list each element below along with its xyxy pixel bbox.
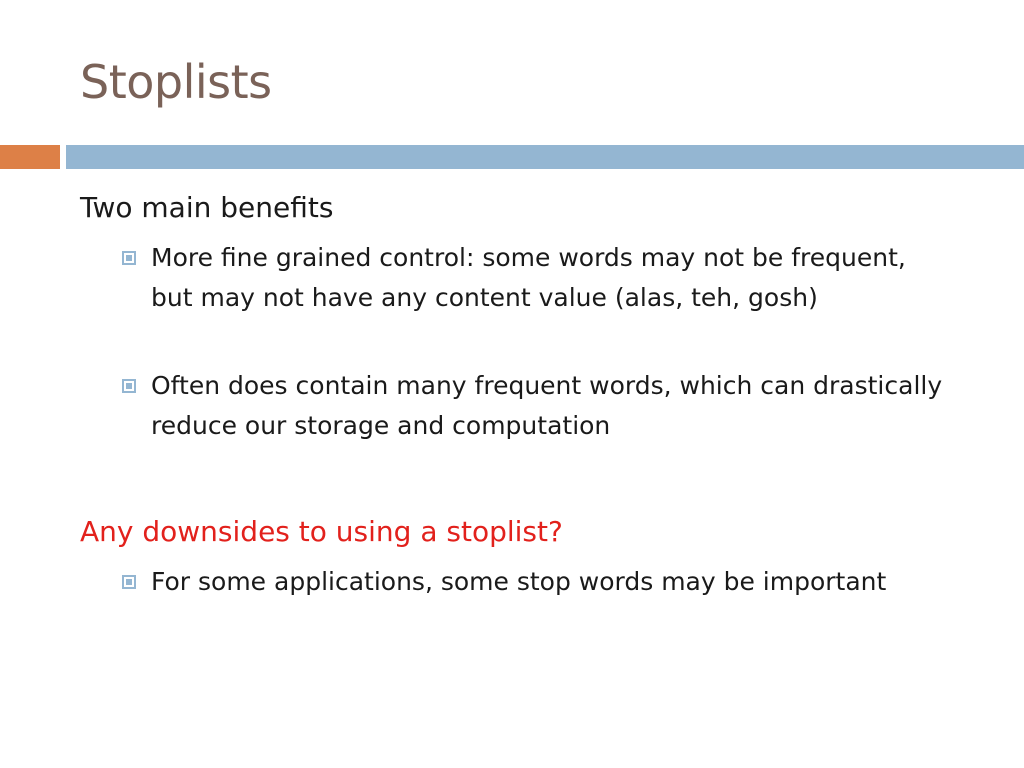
title-accent-bar	[0, 145, 60, 169]
title-divider-bar	[66, 145, 1024, 169]
square-bullet-icon	[122, 379, 136, 393]
section-heading-benefits: Two main benefits	[80, 191, 334, 224]
bullet-text: Often does contain many frequent words, which can drastically reduce our storage and computation	[151, 371, 943, 440]
square-bullet-icon	[122, 575, 136, 589]
section-heading-downsides: Any downsides to using a stoplist?	[80, 515, 563, 548]
bullet-text: More fine grained control: some words may not be frequent, but may not have any content value (alas, teh, gosh)	[151, 243, 906, 312]
bullet-text: For some applications, some stop words may be important	[151, 567, 887, 596]
slide-title: Stoplists	[80, 55, 272, 109]
square-bullet-icon	[122, 251, 136, 265]
